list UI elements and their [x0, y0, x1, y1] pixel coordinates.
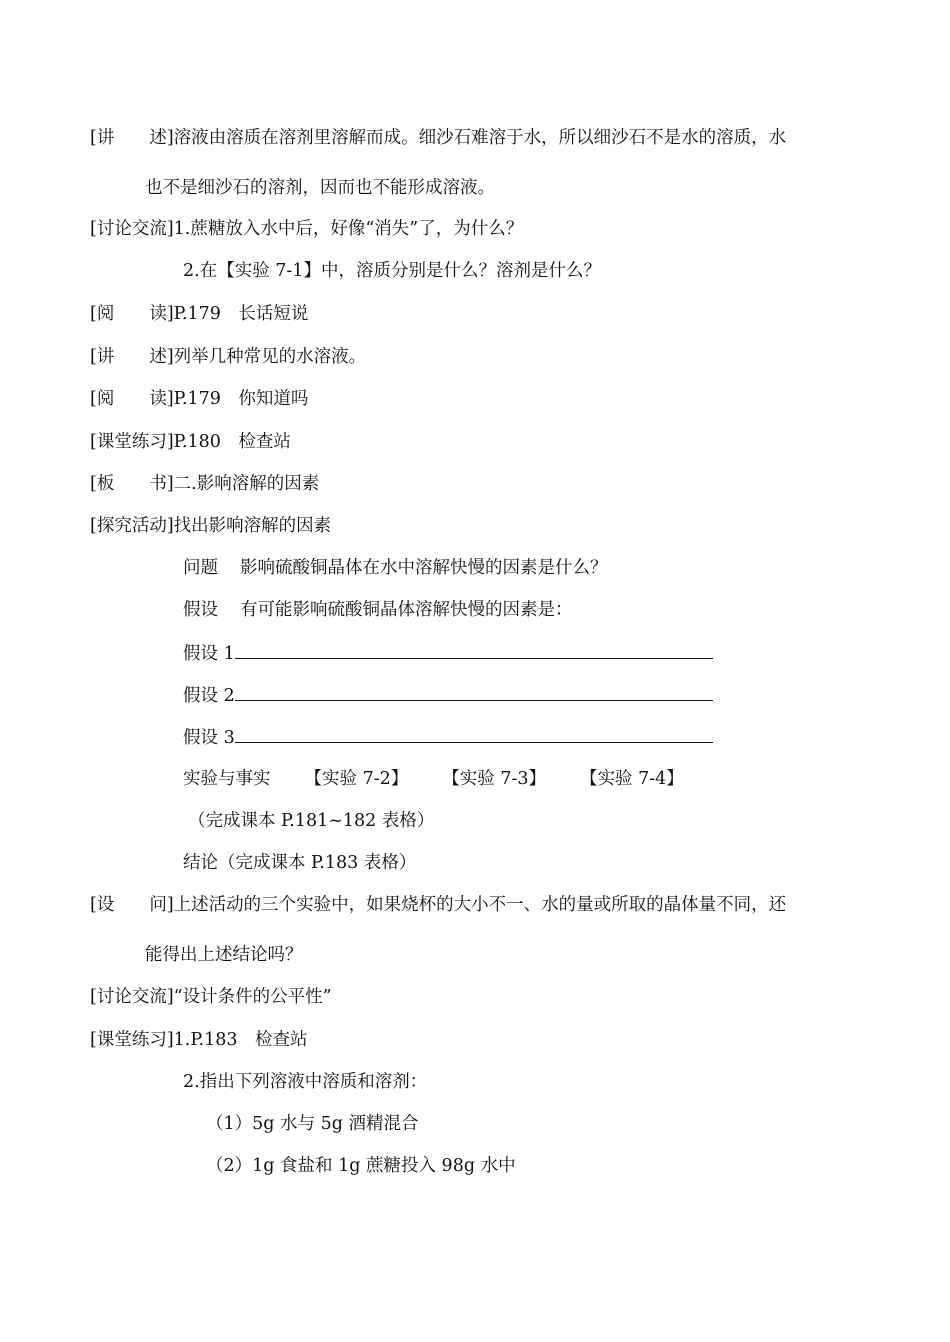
hypothesis-label: 假设 2 [183, 686, 235, 706]
hypothesis-label: 假设 1 [183, 644, 235, 664]
answer-blank[interactable] [235, 724, 713, 743]
item-text: 影响硫酸铜晶体在水中溶解快慢的因素是什么？ [240, 558, 608, 578]
section-tag: [阅 读] [90, 389, 174, 409]
discussion-question-2 [183, 259, 601, 283]
hypothesis-3 [183, 724, 713, 750]
answer-blank[interactable] [235, 640, 713, 659]
exercise-1 [90, 430, 291, 454]
reading-2 [90, 387, 308, 411]
question-text: 能得出上述结论吗？ [145, 945, 303, 965]
section-tag: [课堂练习] [90, 1030, 174, 1050]
section-tag: [设 问] [90, 895, 174, 915]
exercise-text: P.180 检查站 [173, 432, 291, 452]
conclusion [183, 851, 416, 875]
item-label: 实验与事实 [183, 769, 271, 789]
section-tag: [讲 述] [90, 128, 174, 148]
item-text: 有可能影响硫酸铜晶体溶解快慢的因素是： [240, 600, 573, 620]
lecture-text: 列举几种常见的水溶液。 [173, 347, 367, 367]
section-tag: [课堂练习] [90, 432, 174, 452]
paragraph-lecture-1 [90, 126, 786, 150]
item-label: 假设 [183, 600, 218, 620]
board-writing [90, 472, 319, 496]
exercise-text: （2）1g 食盐和 1g 蔗糖投入 98g 水中 [206, 1156, 516, 1176]
paragraph-continuation [145, 176, 495, 200]
experiment-ref: 【实验 7-2】 [304, 769, 409, 789]
answer-blank[interactable] [235, 682, 713, 701]
exercise-text: （1）5g 水与 5g 酒精混合 [206, 1114, 419, 1134]
paragraph-text: 溶液由溶质在溶剂里溶解而成。细沙石难溶于水，所以细沙石不是水的溶质，水 [173, 128, 787, 148]
note-text: （完成课本 P.181~182 表格） [188, 811, 435, 831]
question-text: 2.在【实验 7-1】中，溶质分别是什么？溶剂是什么？ [183, 261, 601, 281]
section-tag: [探究活动] [90, 516, 174, 536]
question-prompt [90, 893, 786, 917]
section-tag: [板 书] [90, 474, 174, 494]
lecture-2 [90, 345, 366, 369]
inquiry-activity [90, 514, 331, 538]
inquiry-text: 找出影响溶解的因素 [173, 516, 332, 536]
experiment-ref: 【实验 7-4】 [580, 769, 684, 789]
exercise-subitem-2 [206, 1154, 516, 1178]
complete-table-note [188, 809, 434, 833]
experiments-and-facts [183, 767, 684, 791]
hypothesis-1 [183, 640, 713, 666]
exercise-item-2 [183, 1070, 427, 1094]
discussion-1 [90, 217, 523, 241]
inquiry-hypothesis [183, 598, 573, 622]
question-text: 1.蔗糖放入水中后，好像“消失”了，为什么？ [173, 219, 524, 239]
question-continuation [145, 943, 303, 967]
discussion-text: “设计条件的公平性” [173, 987, 332, 1007]
exercise-text: 1.P.183 检查站 [173, 1030, 308, 1050]
exercise-subitem-1 [206, 1112, 419, 1136]
board-text: 二.影响溶解的因素 [173, 474, 320, 494]
experiment-ref: 【实验 7-3】 [442, 769, 546, 789]
item-label: 问题 [183, 558, 218, 578]
discussion-2 [90, 985, 332, 1009]
section-tag: [阅 读] [90, 304, 174, 324]
section-tag: [讨论交流] [90, 219, 174, 239]
reading-text: P.179 你知道吗 [173, 389, 309, 409]
inquiry-question [183, 556, 608, 580]
section-tag: [讲 述] [90, 347, 174, 367]
paragraph-text: 也不是细沙石的溶剂，因而也不能形成溶液。 [145, 178, 495, 198]
question-text: 上述活动的三个实验中，如果烧杯的大小不一、水的量或所取的晶体量不同，还 [173, 895, 787, 915]
reading-1 [90, 302, 308, 326]
section-tag: [讨论交流] [90, 987, 174, 1007]
hypothesis-label: 假设 3 [183, 728, 235, 748]
reading-text: P.179 长话短说 [173, 304, 309, 324]
exercise-text: 2.指出下列溶液中溶质和溶剂： [183, 1072, 428, 1092]
hypothesis-2 [183, 682, 713, 708]
exercise-2 [90, 1028, 308, 1052]
conclusion-text: 结论（完成课本 P.183 表格） [183, 853, 417, 873]
